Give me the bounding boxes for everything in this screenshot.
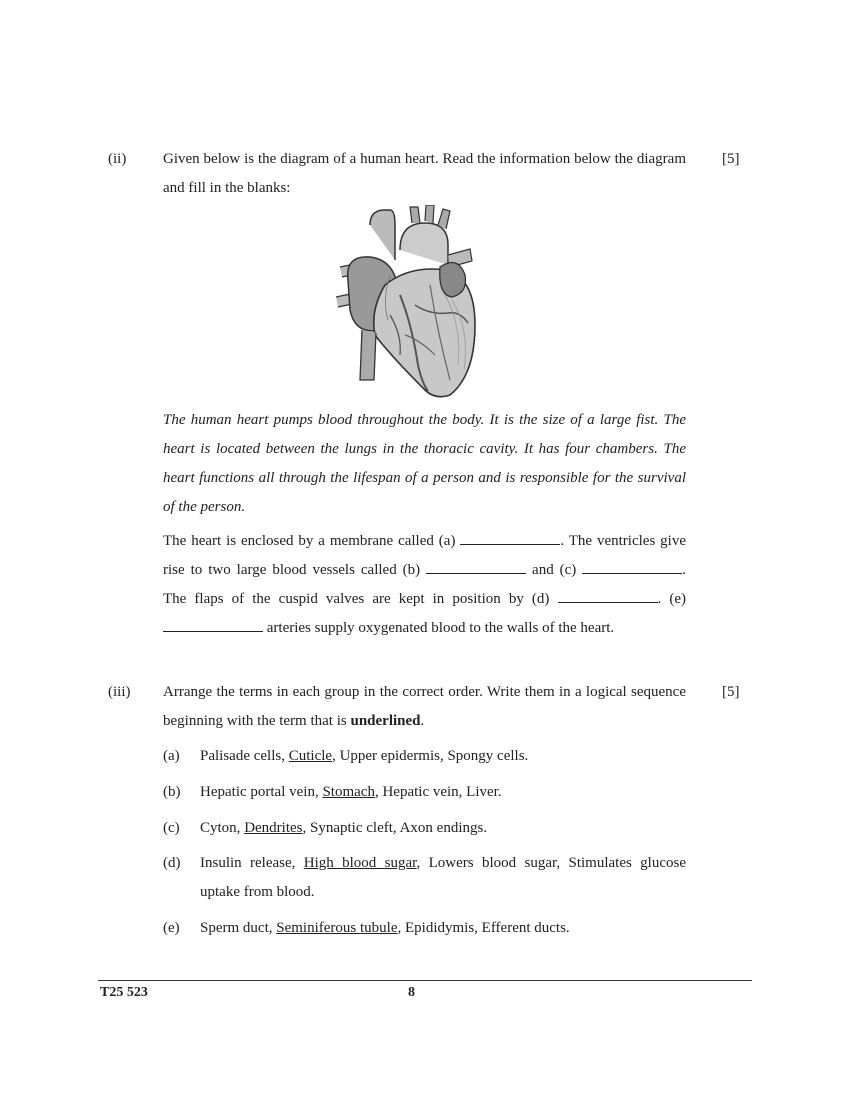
paper-code: T25 523 <box>100 985 148 1000</box>
marks-ii: [5] <box>722 151 740 167</box>
fill-text-2: . The ventricles give rise to two large blood vessels called (b) <box>163 533 687 578</box>
fill-text-1: The heart is enclosed by a membrane called (a) <box>163 533 456 549</box>
question-number-ii: (ii) <box>108 151 127 167</box>
list-item <box>163 849 686 907</box>
fill-in-blanks-paragraph <box>163 527 686 643</box>
item-text: Cyton, Dendrites, Synaptic cleft, Axon endings. <box>200 820 488 836</box>
item-label: (d) <box>163 855 181 871</box>
item-label: (e) <box>163 920 180 936</box>
heart-info-paragraph: The human heart pumps blood throughout the body. It is the size of a large fist. The heart is located between the lungs in the thoracic cavity. It has four chambers. The heart functions all through the lifespan of a person and is responsible for the survival of the person. <box>163 412 686 515</box>
item-label: (b) <box>163 784 181 800</box>
intro-text: Arrange the terms in each group in the correct order. Write them in a logical sequence beginning with the term that is <box>163 684 686 729</box>
blank-a[interactable] <box>460 530 560 545</box>
item-label: (a) <box>163 748 180 764</box>
question-number-iii: (iii) <box>108 684 131 700</box>
list-item <box>163 778 686 807</box>
fill-text-3: and (c) <box>532 562 577 578</box>
fill-text-6: arteries supply oxygenated blood to the walls of the heart. <box>266 620 615 636</box>
fill-text-5: . (e) <box>657 591 686 607</box>
page-number: 8 <box>408 985 415 1000</box>
item-text: Insulin release, High blood sugar, Lowers blood sugar, Stimulates glucose uptake from blood. <box>200 855 686 900</box>
intro-bold: underlined <box>350 713 421 729</box>
list-item <box>163 742 686 771</box>
human-heart-diagram <box>330 205 480 400</box>
footer-divider <box>98 980 752 981</box>
marks-iii: [5] <box>722 684 740 700</box>
item-label: (c) <box>163 820 180 836</box>
blank-b[interactable] <box>426 559 526 574</box>
blank-c[interactable] <box>582 559 682 574</box>
list-item <box>163 914 686 943</box>
blank-d[interactable] <box>558 588 658 603</box>
item-text: Hepatic portal vein, Stomach, Hepatic vein, Liver. <box>200 784 502 800</box>
item-text: Palisade cells, Cuticle, Upper epidermis, Spongy cells. <box>200 748 529 764</box>
fill-text-4: . The flaps of the cuspid valves are kept in position by (d) <box>163 562 687 607</box>
item-text: Sperm duct, Seminiferous tubule, Epididymis, Efferent ducts. <box>200 920 570 936</box>
question-iii-intro <box>163 678 686 736</box>
blank-e[interactable] <box>163 617 263 632</box>
list-item <box>163 814 686 843</box>
intro-end: . <box>420 713 425 729</box>
question-ii-intro: Given below is the diagram of a human heart. Read the information below the diagram and fill in the blanks: <box>163 151 686 196</box>
